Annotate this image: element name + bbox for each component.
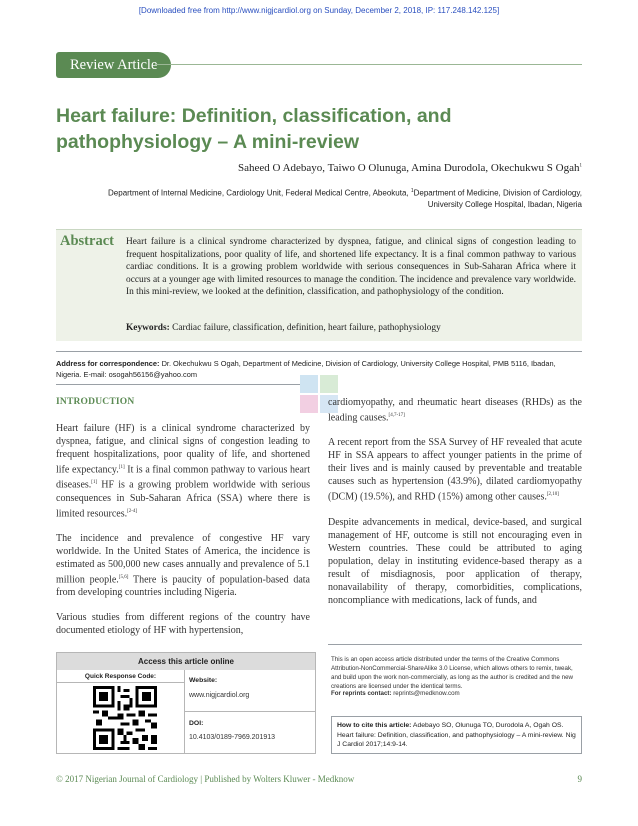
doi-label: DOI: bbox=[189, 720, 204, 727]
download-notice: [Downloaded free from http://www.nigjcardiol.org on Sunday, December 2, 2018, IP: 117.248.142.125] bbox=[138, 6, 500, 15]
affiliation-c: University College Hospital, Ibadan, Nigeria bbox=[427, 199, 582, 209]
title-line-2: pathophysiology – A mini-review bbox=[56, 131, 360, 153]
paragraph: Various studies from different regions of the country have documented etiology of HF with hypertension, bbox=[56, 612, 310, 637]
article-type-row bbox=[56, 52, 582, 78]
author-names: Saheed O Adebayo, Taiwo O Olunuga, Amina Durodola, Okechukwu S Ogah bbox=[238, 162, 580, 174]
affiliations bbox=[56, 186, 582, 210]
divider bbox=[56, 351, 582, 352]
article-type-badge: Review Article bbox=[56, 52, 171, 78]
page-number: 9 bbox=[577, 774, 582, 784]
citation: [2-4] bbox=[127, 508, 138, 514]
correspondence-text: Dr. Okechukwu S Ogah, Department of Medicine, Division of Cardiology, University College Hospital, PMB 5116, Ibadan, Nigeria. E-mail: osogah56156@yahoo.com bbox=[56, 359, 556, 379]
website-label: Website: bbox=[189, 677, 218, 684]
citation: [5,6] bbox=[118, 574, 129, 580]
article-title bbox=[56, 103, 576, 155]
section-heading: INTRODUCTION bbox=[56, 397, 135, 407]
qr-code-icon[interactable] bbox=[93, 686, 157, 750]
paragraph: Heart failure (HF) is a clinical syndrome characterized by dyspnea, fatigue, and clinical signs of congestion leading to frequent hospitalizations, poor quality of life, and shortened life expectancy.[1] It is a final common pathway to various heart diseases.[1] HF is a growing problem worldwide with serious consequences in Sub-Saharan Africa (SSA) where there is limited resources.[2-4] bbox=[56, 423, 310, 519]
paragraph: cardiomyopathy, and rheumatic heart diseases (RHDs) as the leading causes.[4,7-17] bbox=[328, 397, 582, 424]
footer: © 2017 Nigerian Journal of Cardiology | Published by Wolters Kluwer - Medknow bbox=[56, 774, 355, 784]
citation-box bbox=[331, 716, 582, 754]
cite-text: Adebayo SO, Olunuga TO, Durodola A, Ogah OS. Heart failure: Definition, classification, and pathophysiology – A mini-review. Nig J Cardiol 2017;14:9-14. bbox=[337, 722, 576, 748]
divider bbox=[328, 644, 582, 645]
abstract-text: Heart failure is a clinical syndrome characterized by dyspnea, fatigue, and clinical signs of congestion leading to frequent hospitalizations, poor quality of life, and shortened life expectancy. It is a final common pathway to various cardiac conditions. It is a growing problem worldwide with serious consequences in Sub-Saharan Africa where it occurs at a younger age with limited resources to manage the condition. The incidence and prevalence vary worldwide. In this mini-review, we looked at the definition, classification, and pathophysiology of the condition. bbox=[126, 237, 576, 298]
citation: [1] bbox=[118, 465, 125, 470]
abstract-box bbox=[56, 229, 582, 341]
license-text: This is an open access article distributed under the terms of the Creative Commons Attribution-NonCommercial-ShareAlike 3.0 License, which allows others to remix, tweak, and build upon the work non-commercially, as long as the author is credited and the new creations are licensed under the identical terms. bbox=[331, 656, 574, 690]
abstract-label: Abstract bbox=[60, 233, 114, 249]
doi-link[interactable]: 10.4103/0189-7969.201913 bbox=[189, 734, 276, 741]
cite-label: How to cite this article: bbox=[337, 722, 412, 729]
keywords-text: Cardiac failure, classification, definition, heart failure, pathophysiology bbox=[172, 323, 441, 333]
access-heading: Access this article online bbox=[57, 653, 315, 670]
reprints-label: For reprints contact: bbox=[331, 690, 392, 697]
affiliation-b: Department of Medicine, Division of Cardiology, bbox=[413, 188, 582, 198]
article-info bbox=[185, 670, 315, 753]
author-sup: 1 bbox=[579, 163, 582, 169]
keywords-label: Keywords: bbox=[126, 323, 170, 333]
paragraph: A recent report from the SSA Survey of HF revealed that acute HF in SSA appears to affect younger patients in the prime of their lives and is mainly caused by preventable and treatable causes such as hypertension (43.9%), dilated cardiomyopathy (DCM) (19.5%), and RHD (15%) among other causes.[2,10] bbox=[328, 437, 582, 503]
website-link[interactable]: www.nigjcardiol.org bbox=[189, 692, 250, 699]
right-column bbox=[328, 396, 582, 619]
affiliation-sup: 1 bbox=[410, 188, 414, 194]
title-line-1: Heart failure: Definition, classification, and bbox=[56, 105, 452, 127]
citation: [4,7-17] bbox=[388, 413, 405, 418]
paragraph: Despite advancements in medical, device-based, and surgical management of HF, outcome is still not encouraging even in Western countries. These could be attributed to aging population, delay in instituting evidence-based therapy as a result of misdiagnosis, poor application of therapy, nonavailability of therapy, comorbidities, complications, noncompliance with medications, lack of funds, and bbox=[328, 516, 582, 606]
reprints bbox=[331, 690, 582, 697]
access-box bbox=[56, 652, 316, 754]
correspondence-label: Address for correspondence: bbox=[56, 359, 160, 368]
reprints-email[interactable]: reprints@medknow.com bbox=[393, 690, 460, 697]
authors bbox=[56, 162, 582, 174]
divider bbox=[56, 384, 316, 385]
citation: [2,10] bbox=[546, 492, 559, 498]
citation: [1] bbox=[91, 480, 98, 486]
keywords bbox=[126, 323, 576, 333]
affiliation-a: Department of Internal Medicine, Cardiology Unit, Federal Medical Centre, Abeokuta, bbox=[108, 188, 411, 198]
qr-label: Quick Response Code: bbox=[57, 670, 185, 683]
header-divider bbox=[156, 64, 582, 65]
left-column bbox=[56, 396, 310, 649]
qr-cell bbox=[57, 683, 185, 753]
divider bbox=[185, 711, 315, 712]
paragraph: The incidence and prevalence of congestive HF vary worldwide. In the United States of America, the incidence is estimated as 500,000 new cases annually and prevalence of 5.1 million people.[5,6] There is paucity of population-based data from developing countries including Nigeria. bbox=[56, 532, 310, 599]
